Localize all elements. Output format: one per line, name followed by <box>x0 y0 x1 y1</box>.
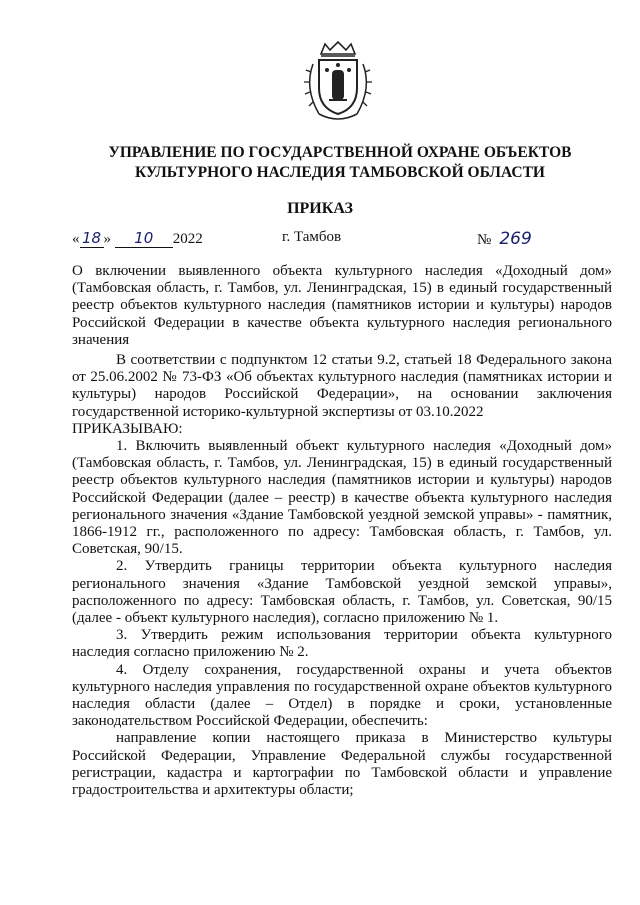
order-item: 2. Утвердить границы территории объекта культурного наследия регионального значения «Здание Тамбовской уездной земской управы», расположенного по адресу: Тамбовская область, г. Тамбов, ул. Советская, 90/15 (далее - объект культурного наследия), согласно приложению № 1. <box>72 558 612 627</box>
order-word: ПРИКАЗЫВАЮ: <box>72 420 183 437</box>
order-subject: О включении выявленного объекта культурного наследия «Доходный дом» (Тамбовская область, г. Тамбов, ул. Ленинградская, 15) в единый государственный реестр объектов культурного наследия (памятников истории и культуры) народов Российской Федерации в качестве объекта культурного наследия регионального значения <box>72 263 612 348</box>
organization-title-line-2: КУЛЬТУРНОГО НАСЛЕДИЯ ТАМБОВСКОЙ ОБЛАСТИ <box>135 164 545 181</box>
order-number <box>477 229 532 249</box>
preamble: В соответствии с подпунктом 12 статьи 9.2, статьей 18 Федерального закона от 25.06.2002 № 73-ФЗ «Об объектах культурного наследия (памятниках истории и культуры) народов Российской Федерации», на основании заключения государственной историко-культурной экспертизы от 03.10.2022 <box>72 352 612 420</box>
organization-title-line-1: УПРАВЛЕНИЕ ПО ГОСУДАРСТВЕННОЙ ОХРАНЕ ОБЪЕКТОВ <box>108 144 572 161</box>
order-item: 4. Отделу сохранения, государственной охраны и учета объектов культурного наследия управления по государственной охране объектов культурного наследия области (далее – Отдел) в порядке и сроки, установленные законодательством Российской Федерации, обеспечить: <box>72 661 612 730</box>
city: г. Тамбов <box>282 229 342 245</box>
date-quote-open: « <box>72 231 80 247</box>
tambov-coat-of-arms-icon <box>299 40 377 124</box>
dateline <box>72 229 572 253</box>
organization-title <box>60 143 620 183</box>
handwritten-month: 10 <box>115 229 173 248</box>
order-item: 3. Утвердить режим использования территории объекта культурного наследия согласно приложению № 2. <box>72 627 612 661</box>
number-sign: № <box>477 232 492 248</box>
date-quote-close: » <box>103 231 111 247</box>
order-item: 1. Включить выявленный объект культурного наследия «Доходный дом» (Тамбовская область, г. Тамбов, ул. Ленинградская, 15) в единый государственный реестр объектов культурного наследия (памятников истории и культуры) народов Российской Федерации (далее – реестр) в качестве объекта культурного наследия регионального значения «Здание Тамбовской уездной земской управы» - памятник, 1866-1912 гг., расположенного по адресу: Тамбовская область, г. Тамбов, ул. Советская, 90/15. <box>72 438 612 558</box>
document-type: ПРИКАЗ <box>287 200 353 217</box>
order-body <box>72 352 612 799</box>
order-date <box>72 229 203 248</box>
order-item: направление копии настоящего приказа в Министерство культуры Российской Федерации, Управление Федеральной службы государственной регистрации, кадастра и картографии по Тамбовской области и управление градостроительства и архитектуры области; <box>72 730 612 799</box>
handwritten-number: 269 <box>499 229 532 249</box>
handwritten-day: 18 <box>80 229 104 248</box>
date-year: 2022 <box>172 231 203 247</box>
